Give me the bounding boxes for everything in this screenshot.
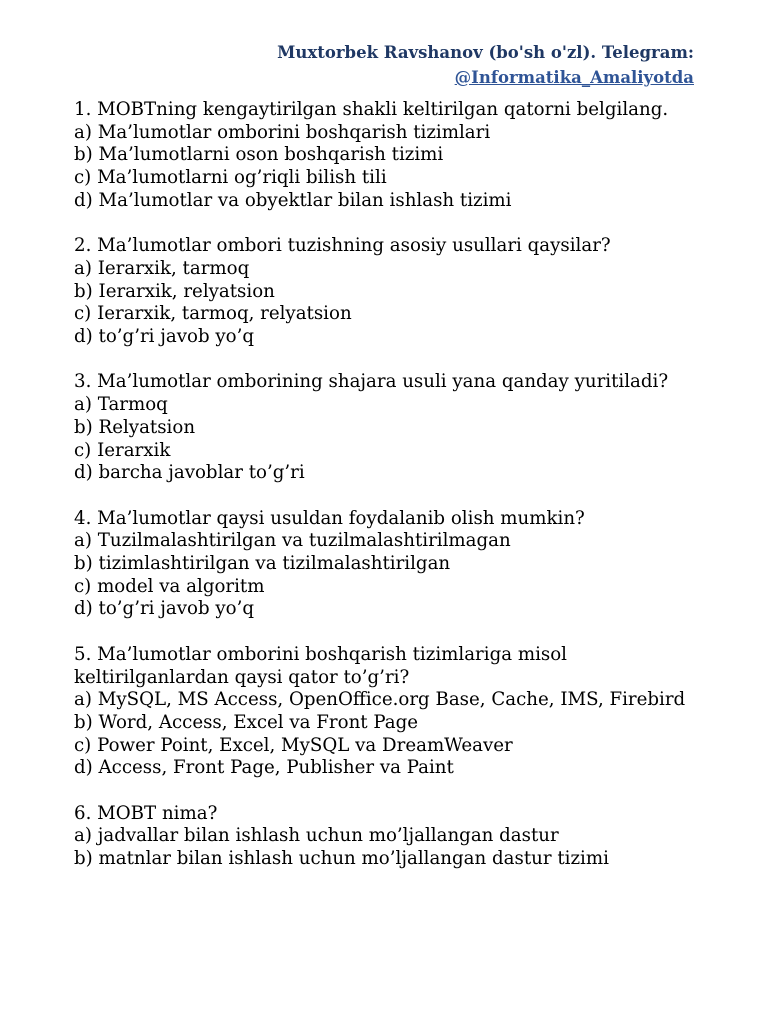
- option-c: c) Power Point, Excel, MySQL va DreamWeaver: [74, 734, 513, 756]
- author-line: Muxtorbek Ravshanov (bo'sh o'zl). Telegram:: [277, 43, 694, 62]
- option-c: c) Ierarxik: [74, 439, 171, 461]
- option-d: d) to’g’ri javob yo’q: [74, 326, 255, 348]
- author-header: [277, 40, 694, 90]
- option-c: c) model va algoritm: [74, 575, 265, 597]
- question-text: 4. Ma’lumotlar qaysi usuldan foydalanib olish mumkin?: [74, 507, 585, 529]
- option-d: d) Ma’lumotlar va obyektlar bilan ishlash tizimi: [74, 189, 512, 211]
- option-a: a) MySQL, MS Access, OpenOffice.org Base, Cache, IMS, Firebird: [74, 689, 686, 711]
- quiz-content: [74, 99, 714, 894]
- option-c: c) Ma’lumotlarni og’riqli bilish tili: [74, 167, 387, 189]
- option-d: d) barcha javoblar to’g’ri: [74, 462, 305, 484]
- telegram-link[interactable]: @Informatika_Amaliyotda: [454, 68, 694, 87]
- question-text: 3. Ma’lumotlar omborining shajara usuli yana qanday yuritiladi?: [74, 371, 669, 393]
- question-text: 6. MOBT nima?: [74, 802, 218, 824]
- option-b: b) tizimlashtirilgan va tizilmalashtirilgan: [74, 553, 451, 575]
- option-a: a) Ierarxik, tarmoq: [74, 257, 250, 279]
- question-4: [74, 508, 714, 622]
- option-b: b) Word, Access, Excel va Front Page: [74, 711, 419, 733]
- question-text: 1. MOBTning kengaytirilgan shakli keltirilgan qatorni belgilang.: [74, 99, 669, 120]
- option-d: d) to’g’ri javob yo’q: [74, 598, 255, 620]
- option-a: a) jadvallar bilan ishlash uchun mo’ljallangan dastur: [74, 825, 559, 847]
- question-1: [74, 99, 714, 213]
- question-5: [74, 644, 714, 780]
- option-a: a) Ma’lumotlar omborini boshqarish tizimlari: [74, 121, 491, 143]
- question-text: 2. Ma’lumotlar ombori tuzishning asosiy usullari qaysilar?: [74, 235, 611, 257]
- question-text: 5. Ma’lumotlar omborini boshqarish tizimlariga misol keltirilganlardan qaysi qator to’g’ri?: [74, 643, 567, 688]
- question-3: [74, 371, 714, 485]
- question-2: [74, 235, 714, 349]
- option-c: c) Ierarxik, tarmoq, relyatsion: [74, 303, 352, 325]
- question-6: [74, 803, 714, 871]
- option-b: b) Ma’lumotlarni oson boshqarish tizimi: [74, 144, 444, 166]
- option-b: b) Ierarxik, relyatsion: [74, 280, 275, 302]
- option-d: d) Access, Front Page, Publisher va Paint: [74, 757, 454, 779]
- option-b: b) Relyatsion: [74, 416, 196, 438]
- option-a: a) Tarmoq: [74, 394, 168, 416]
- option-b: b) matnlar bilan ishlash uchun mo’ljallangan dastur tizimi: [74, 848, 609, 870]
- option-a: a) Tuzilmalashtirilgan va tuzilmalashtirilmagan: [74, 530, 511, 552]
